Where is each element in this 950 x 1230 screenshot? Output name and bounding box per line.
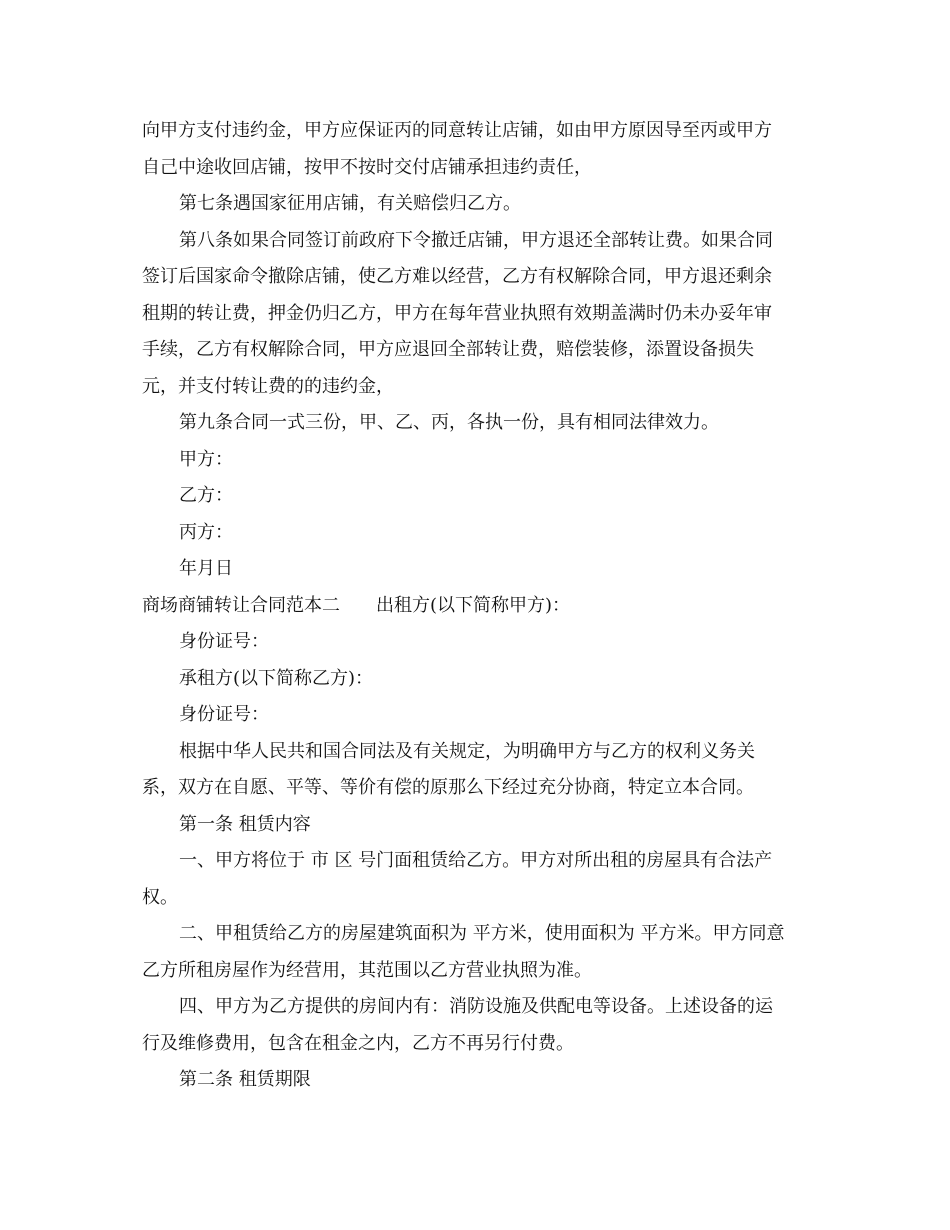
paragraph-line: 根据中华人民共和国合同法及有关规定，为明确甲方与乙方的权利义务关 xyxy=(179,740,755,762)
paragraph-line: 元，并支付转让费的的违约金， xyxy=(142,375,394,397)
paragraph-line: 签订后国家命令撤除店铺，使乙方难以经营，乙方有权解除合同，甲方退还剩余 xyxy=(142,266,772,287)
section-title: 商场商铺转让合同范本二 xyxy=(142,594,340,616)
article-heading: 第二条 租赁期限 xyxy=(179,1069,311,1090)
signature-party-c: 丙方： xyxy=(179,521,233,543)
section-title-line xyxy=(142,588,808,625)
signature-party-a: 甲方： xyxy=(179,448,233,470)
paragraph-line: 手续，乙方有权解除合同，甲方应退回全部转让费，赔偿装修，添置设备损失 xyxy=(142,339,754,360)
signature-date: 年月日 xyxy=(179,558,233,579)
paragraph-line: 系，双方在自愿、平等、等价有偿的原那么下经过充分协商，特定立本合同。 xyxy=(142,777,754,798)
paragraph-line: 一、甲方将位于 市 区 号门面租赁给乙方。甲方对所出租的房屋具有合法产 xyxy=(179,850,773,871)
paragraph-line: 四、甲方为乙方提供的房间内有：消防设施及供配电等设备。上述设备的运 xyxy=(179,996,773,1017)
paragraph-line: 行及维修费用，包含在租金之内，乙方不再另行付费。 xyxy=(142,1032,574,1054)
paragraph-line: 承租方(以下简称乙方)： xyxy=(179,667,374,689)
paragraph-line: 身份证号： xyxy=(179,704,269,725)
paragraph-line: 身份证号： xyxy=(179,631,269,652)
article-heading: 第一条 租赁内容 xyxy=(179,813,311,835)
paragraph-line: 第九条合同一式三份，甲、乙、丙，各执一份，具有相同法律效力。 xyxy=(179,412,719,433)
paragraph-line: 租期的转让费，押金仍归乙方，甲方在每年营业执照有效期盖满时仍未办妥年审 xyxy=(142,302,772,324)
paragraph-line: 第八条如果合同签订前政府下令撤迁店铺，甲方退还全部转让费。如果合同 xyxy=(179,229,773,251)
paragraph-line: 权。 xyxy=(142,886,178,908)
lessor-label: 出租方(以下简称甲方)： xyxy=(376,594,571,616)
document-body xyxy=(142,113,808,1099)
paragraph-line: 向甲方支付违约金，甲方应保证丙的同意转让店铺，如由甲方原因导至丙或甲方 xyxy=(142,120,772,141)
paragraph-line: 自己中途收回店铺，按甲不按时交付店铺承担违约责任， xyxy=(142,156,592,178)
signature-party-b: 乙方： xyxy=(179,485,233,506)
paragraph-line: 二、甲租赁给乙方的房屋建筑面积为 平方米，使用面积为 平方米。甲方同意 xyxy=(179,923,785,944)
paragraph-line: 乙方所租房屋作为经营用，其范围以乙方营业执照为准。 xyxy=(142,959,592,981)
paragraph-line: 第七条遇国家征用店铺，有关赔偿归乙方。 xyxy=(179,193,521,214)
